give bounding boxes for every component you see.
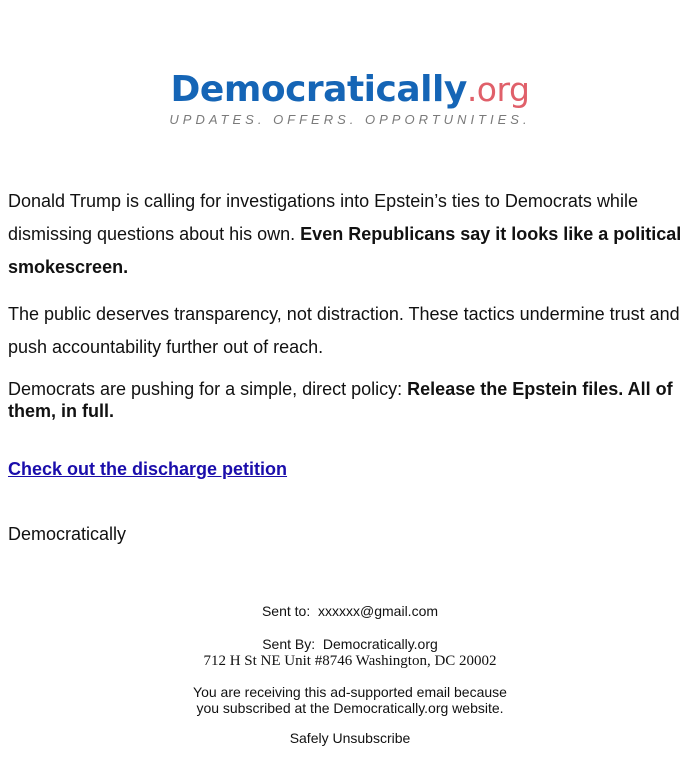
- paragraph-intro-bold: Even Republicans say it looks like a political smokescreen.: [8, 224, 682, 277]
- paragraph-intro-text: Donald Trump is calling for investigations into Epstein’s ties to Democrats while dismissing questions about his own.: [8, 191, 638, 244]
- paragraph-policy-bold: Release the Epstein files. All of them, in full.: [8, 379, 673, 421]
- sent-to-label: Sent to:: [261, 603, 311, 619]
- signature: Democratically: [8, 524, 127, 544]
- mailing-address: 712 H St NE Unit #8746 Washington, DC 20002: [203, 653, 497, 669]
- logo-wordmark: [171, 66, 530, 114]
- notice-line-1: You are receiving this ad-supported email because: [193, 684, 507, 700]
- paragraph-transparency: The public deserves transparency, not distraction. These tactics undermine trust and push accountability further out of reach.: [8, 304, 680, 357]
- unsubscribe-link[interactable]: Safely Unsubscribe: [289, 730, 411, 746]
- logo-name: Democratically: [170, 69, 467, 110]
- paragraph-intro: [8, 185, 688, 284]
- email-body: [8, 185, 688, 545]
- brand-logo: [0, 66, 700, 127]
- logo-tagline: UPDATES. OFFERS. OPPORTUNITIES.: [169, 112, 531, 127]
- sent-by-line: [0, 636, 700, 652]
- sent-by-label: Sent By:: [262, 636, 316, 652]
- sent-by-value: Democratically.org: [322, 636, 438, 652]
- email-footer: [0, 603, 700, 746]
- sent-to-email: xxxxxx@gmail.com: [318, 603, 439, 619]
- paragraph-policy-text: Democrats are pushing for a simple, direct policy:: [8, 379, 408, 399]
- sent-to-line: [0, 603, 700, 619]
- logo-tld: .org: [466, 70, 530, 109]
- paragraph-policy: [8, 378, 688, 422]
- notice-line-2: you subscribed at the Democratically.org website.: [196, 700, 504, 716]
- discharge-petition-link[interactable]: Check out the discharge petition: [8, 459, 288, 479]
